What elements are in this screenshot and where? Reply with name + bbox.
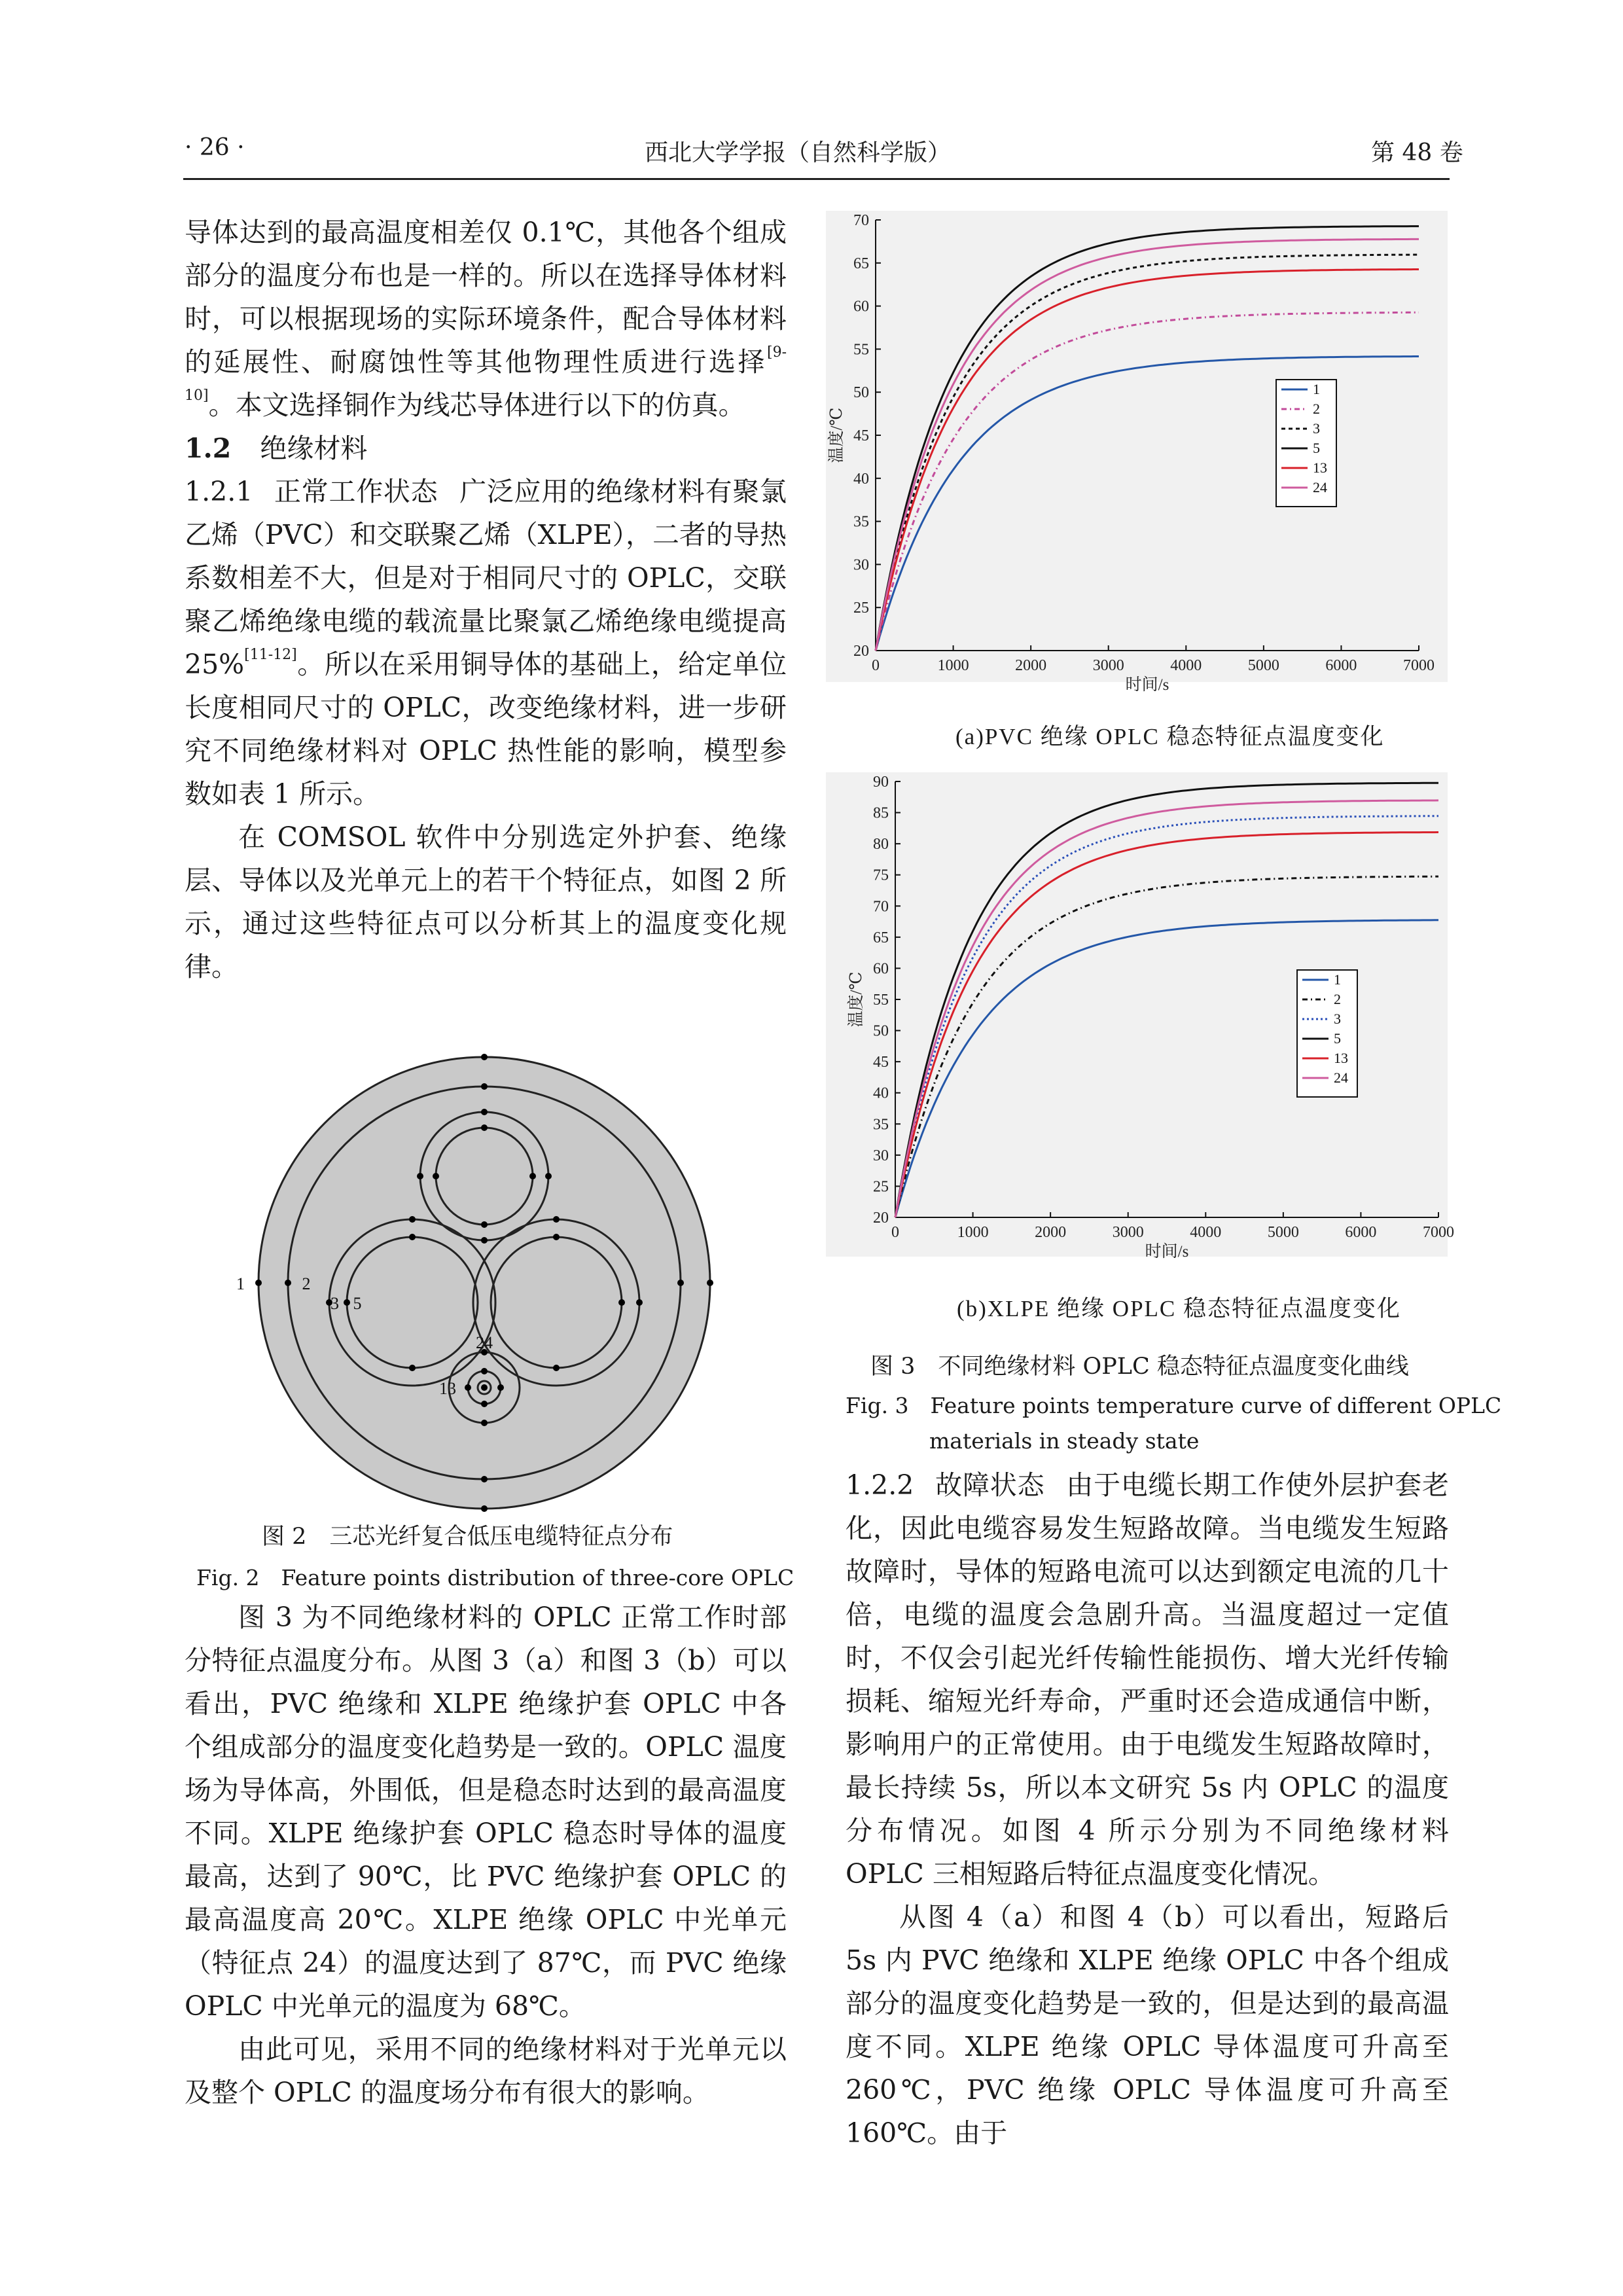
section-heading-1-2: 1.2 绝缘材料 bbox=[185, 433, 368, 464]
y-tick-label: 70 bbox=[853, 212, 869, 229]
point-label: 1 bbox=[236, 1274, 245, 1293]
x-tick-label: 4000 bbox=[1190, 1224, 1222, 1241]
legend-label-5: 5 bbox=[1313, 440, 1320, 456]
y-tick-label: 35 bbox=[873, 1116, 889, 1134]
y-tick-label: 70 bbox=[873, 898, 889, 916]
left-column-upper bbox=[185, 211, 787, 988]
x-tick-label: 7000 bbox=[1403, 657, 1435, 674]
y-tick-label: 50 bbox=[853, 384, 869, 402]
left-column-lower bbox=[185, 1596, 787, 2114]
y-axis-label: 温度/℃ bbox=[847, 971, 865, 1028]
x-tick-label: 0 bbox=[891, 1224, 899, 1241]
legend-label-2: 2 bbox=[1334, 991, 1341, 1007]
paragraph-normal-state: 1.2.1 正常工作状态 广泛应用的绝缘材料有聚氯乙烯（PVC）和交联聚乙烯（XLPE），二者的导热系数相差不大，但是对于相同尺寸的 OPLC，交联聚乙烯绝缘电缆的载流量比聚氯乙烯绝缘电缆提高 25%[11-12]。所以在采用铜导体的基础上，给定单位长度相同尺寸的 OPLC，改变绝缘材料，进一步研究不同绝缘材料对 OPLC 热性能的影响，模型参数如表 1 所示。 bbox=[185, 476, 787, 810]
x-tick-label: 3000 bbox=[1112, 1224, 1144, 1241]
y-tick-label: 30 bbox=[873, 1147, 889, 1164]
y-tick-label: 30 bbox=[853, 556, 869, 574]
point-label: 24 bbox=[476, 1333, 493, 1352]
y-tick-label: 65 bbox=[873, 929, 889, 946]
legend-label-13: 13 bbox=[1334, 1050, 1348, 1066]
journal-title: 西北大学学报（自然科学版） bbox=[645, 139, 952, 166]
y-tick-label: 25 bbox=[853, 600, 869, 617]
x-tick-label: 6000 bbox=[1325, 657, 1357, 674]
y-tick-label: 35 bbox=[853, 513, 869, 531]
fig3-caption-en-2: materials in steady state bbox=[929, 1428, 1200, 1454]
x-tick-label: 0 bbox=[872, 657, 880, 674]
x-tick-label: 3000 bbox=[1092, 657, 1124, 674]
fig3b-caption: (b)XLPE 绝缘 OPLC 稳态特征点温度变化 bbox=[957, 1296, 1402, 1321]
y-tick-label: 40 bbox=[873, 1085, 889, 1102]
legend-label-1: 1 bbox=[1313, 381, 1320, 397]
legend-label-1: 1 bbox=[1334, 971, 1341, 988]
point-label: 5 bbox=[353, 1294, 362, 1313]
x-tick-label: 5000 bbox=[1247, 657, 1279, 674]
paragraph-fault-state: 1.2.2 故障状态 由于电缆长期工作使外层护套老化，因此电缆容易发生短路故障。当电缆发生短路故障时，导体的短路电流可以达到额定电流的几十倍，电缆的温度会急剧升高。当温度超过一定值时，不仅会引起光纤传输性能损伤、增大光纤传输损耗、缩短光纤寿命，严重时还会造成通信中断，影响用户的正常使用。由于电缆发生短路故障时，最长持续 5s，所以本文研究 5s 内 OPLC 的温度分布情况。如图 4 所示分别为不同绝缘材料 OPLC 三相短路后特征点温度变化情况。 bbox=[846, 1469, 1449, 1890]
y-tick-label: 45 bbox=[873, 1054, 889, 1071]
fig3a-caption: (a)PVC 绝缘 OPLC 稳态特征点温度变化 bbox=[955, 724, 1385, 749]
y-tick-label: 80 bbox=[873, 836, 889, 853]
x-tick-label: 1000 bbox=[937, 657, 969, 674]
point-label: 3 bbox=[330, 1294, 339, 1313]
point-label: 2 bbox=[302, 1274, 311, 1293]
cable-cross-section-figure bbox=[236, 1041, 720, 1512]
y-tick-label: 60 bbox=[873, 960, 889, 978]
y-tick-label: 55 bbox=[873, 992, 889, 1009]
y-tick-label: 55 bbox=[853, 341, 869, 359]
legend-label-24: 24 bbox=[1313, 479, 1327, 495]
point-label: 13 bbox=[439, 1379, 456, 1398]
legend-label-13: 13 bbox=[1313, 459, 1327, 476]
header-rule bbox=[183, 178, 1450, 180]
x-tick-label: 4000 bbox=[1170, 657, 1202, 674]
x-tick-label: 2000 bbox=[1015, 657, 1047, 674]
x-axis-label: 时间/s bbox=[1145, 1243, 1189, 1261]
y-tick-label: 40 bbox=[853, 470, 869, 488]
legend-label-3: 3 bbox=[1334, 1011, 1341, 1027]
x-tick-label: 7000 bbox=[1423, 1224, 1454, 1241]
y-axis-label: 温度/℃ bbox=[828, 407, 846, 463]
x-tick-label: 6000 bbox=[1345, 1224, 1377, 1241]
y-tick-label: 20 bbox=[853, 643, 869, 660]
y-tick-label: 90 bbox=[873, 774, 889, 791]
chart-xlpe-steady-state bbox=[826, 772, 1454, 1276]
page-number: · 26 · bbox=[185, 134, 245, 161]
x-tick-label: 5000 bbox=[1267, 1224, 1299, 1241]
fig3-caption-cn: 图 3 不同绝缘材料 OPLC 稳态特征点温度变化曲线 bbox=[870, 1354, 1409, 1380]
y-tick-label: 75 bbox=[873, 867, 889, 884]
x-tick-label: 1000 bbox=[957, 1224, 989, 1241]
right-column-text bbox=[846, 1463, 1449, 2155]
paragraph-conductor: 导体达到的最高温度相差仅 0.1℃，其他各个组成部分的温度分布也是一样的。所以在选择导体材料时，可以根据现场的实际环境条件，配合导体材料的延展性、耐腐蚀性等其他物理性质进行选择[9-10]。本文选择铜作为线芯导体进行以下的仿真。 bbox=[185, 217, 787, 421]
volume-label: 第 48 卷 bbox=[1371, 139, 1463, 166]
fig3-caption-en-1: Fig. 3 Feature points temperature curve of different OPLC bbox=[846, 1393, 1502, 1418]
paragraph-fig4-discussion: 从图 4（a）和图 4（b）可以看出，短路后 5s 内 PVC 绝缘和 XLPE 绝缘 OPLC 中各个组成部分的温度变化趋势是一致的，但是达到的最高温度不同。XLPE 绝缘 OPLC 导体温度可升高至 260℃，PVC 绝缘 OPLC 导体温度可升高至 160℃。由于 bbox=[846, 1901, 1449, 2149]
y-tick-label: 20 bbox=[873, 1210, 889, 1227]
paragraph-conclusion: 由此可见，采用不同的绝缘材料对于光单元以及整个 OPLC 的温度场分布有很大的影响。 bbox=[185, 2034, 787, 2108]
fig2-caption-cn: 图 2 三芯光纤复合低压电缆特征点分布 bbox=[262, 1524, 673, 1550]
y-tick-label: 25 bbox=[873, 1178, 889, 1196]
legend-label-3: 3 bbox=[1313, 420, 1320, 437]
x-axis-label: 时间/s bbox=[1125, 676, 1169, 694]
y-tick-label: 65 bbox=[853, 255, 869, 272]
y-tick-label: 85 bbox=[873, 804, 889, 822]
legend-label-5: 5 bbox=[1334, 1030, 1341, 1047]
legend-label-24: 24 bbox=[1334, 1069, 1348, 1086]
x-tick-label: 2000 bbox=[1035, 1224, 1067, 1241]
chart-pvc-steady-state bbox=[826, 211, 1448, 708]
y-tick-label: 60 bbox=[853, 298, 869, 315]
y-tick-label: 50 bbox=[873, 1022, 889, 1040]
legend-label-2: 2 bbox=[1313, 401, 1320, 417]
fig2-caption-en: Fig. 2 Feature points distribution of three-core OPLC bbox=[196, 1565, 794, 1590]
citation: [9-10] bbox=[185, 344, 787, 404]
y-tick-label: 45 bbox=[853, 427, 869, 444]
paragraph-comsol: 在 COMSOL 软件中分别选定外护套、绝缘层、导体以及光单元上的若干个特征点，如图 2 所示，通过这些特征点可以分析其上的温度变化规律。 bbox=[185, 821, 787, 982]
paragraph-fig3-discussion: 图 3 为不同绝缘材料的 OPLC 正常工作时部分特征点温度分布。从图 3（a）和图 3（b）可以看出，PVC 绝缘和 XLPE 绝缘护套 OPLC 中各个组成部分的温度变化趋势是一致的。OPLC 温度场为导体高，外围低，但是稳态时达到的最高温度不同。XLPE 绝缘护套 OPLC 稳态时导体的温度最高，达到了 90℃，比 PVC 绝缘护套 OPLC 的最高温度高 20℃。XLPE 绝缘 OPLC 中光单元（特征点 24）的温度达到了 87℃，而 PVC 绝缘 OPLC 中光单元的温度为 68℃。 bbox=[185, 1602, 787, 2022]
citation: [11-12] bbox=[244, 647, 297, 663]
